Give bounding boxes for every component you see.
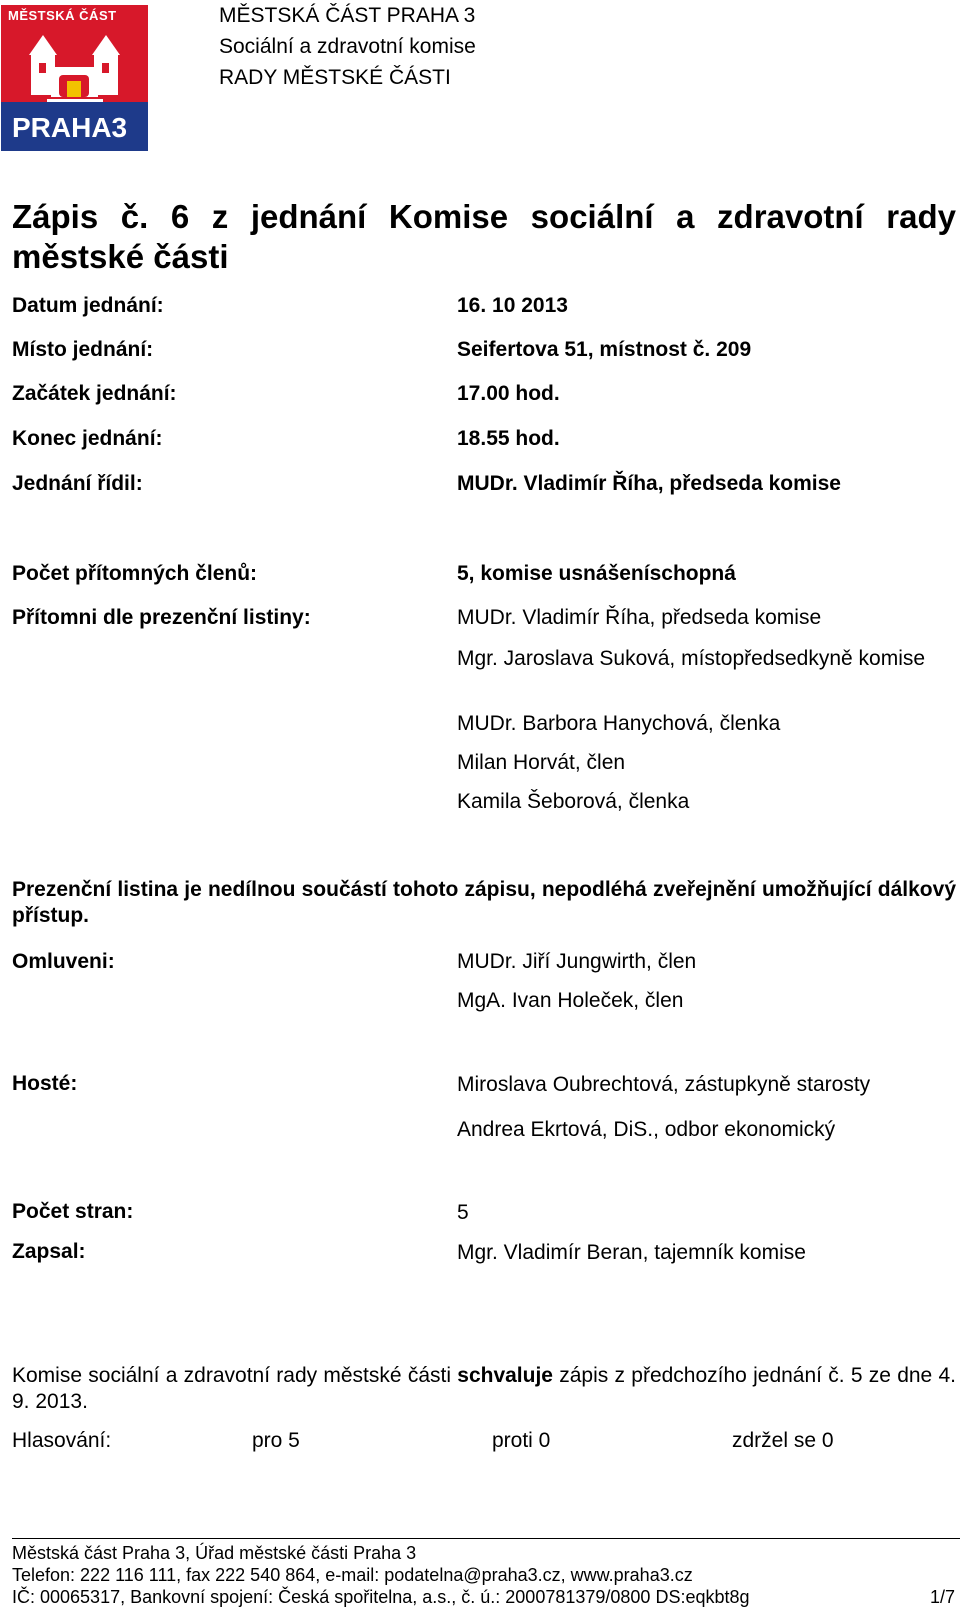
present-label: Přítomni dle prezenční listiny:	[12, 606, 311, 629]
end-value: 18.55 hod.	[457, 427, 560, 450]
excused-label: Omluveni:	[12, 950, 115, 973]
start-label: Začátek jednání:	[12, 382, 177, 405]
start-value: 17.00 hod.	[457, 382, 560, 405]
resolution-text-end: zápis z předchozího jednání č. 5 ze dne 4. 9. 2013.	[12, 1364, 957, 1413]
vote-abstain: zdržel se 0	[732, 1429, 834, 1452]
present-member: Milan Horvát, člen	[457, 751, 626, 774]
recorder-value: Mgr. Vladimír Beran, tajemník komise	[457, 1241, 806, 1264]
footer-divider	[12, 1538, 960, 1539]
footer-line-2: Telefon: 222 116 111, fax 222 540 864, e-mail: podatelna@praha3.cz, www.praha3.cz	[12, 1565, 693, 1585]
place-label: Místo jednání:	[12, 338, 154, 361]
excused-member: MgA. Ivan Holeček, člen	[457, 989, 684, 1012]
excused-member: MUDr. Jiří Jungwirth, člen	[457, 950, 697, 973]
recorder-label: Zapsal:	[12, 1240, 86, 1263]
chair-label: Jednání řídil:	[12, 472, 143, 495]
member-count-label: Počet přítomných členů:	[12, 562, 258, 585]
pages-label: Počet stran:	[12, 1200, 134, 1223]
attendance-note: Prezenční listina je nedílnou součástí tohoto zápisu, nepodléhá zveřejnění umožňující dálkový přístup.	[12, 878, 956, 927]
resolution-text	[12, 1363, 956, 1415]
present-member: MUDr. Barbora Hanychová, členka	[457, 712, 781, 735]
header-line-3: RADY MĚSTSKÉ ČÁSTI	[219, 66, 451, 89]
header-line-1: MĚSTSKÁ ČÁST PRAHA 3	[219, 4, 476, 27]
header-line-2: Sociální a zdravotní komise	[219, 35, 476, 58]
place-value: Seifertova 51, místnost č. 209	[457, 338, 752, 361]
pages-value: 5	[457, 1201, 469, 1224]
vote-for: pro 5	[252, 1429, 300, 1452]
page-number: 1/7	[930, 1587, 956, 1607]
guest: Andrea Ekrtová, DiS., odbor ekonomický	[457, 1118, 836, 1141]
date-label: Datum jednání:	[12, 294, 164, 317]
present-member: Mgr. Jaroslava Suková, místopředsedkyně komise	[457, 647, 926, 670]
resolution-text-start: Komise sociální a zdravotní rady městské části	[12, 1364, 458, 1387]
chair-name: Vladimír Říha, předseda komise	[517, 472, 841, 495]
date-value: 16. 10 2013	[457, 294, 568, 317]
page-title: Zápis č. 6 z jednání Komise sociální a zdravotní rady městské části	[12, 198, 956, 275]
footer-line-3: IČ: 00065317, Bankovní spojení: Česká spořitelna, a.s., č. ú.: 2000781379/0800 DS:eqkbt8g	[12, 1587, 750, 1607]
vote-label: Hlasování:	[12, 1429, 112, 1452]
logo-top-text: MĚSTSKÁ ČÁST	[8, 8, 117, 23]
chair-title: MUDr.	[457, 472, 518, 495]
present-member: Kamila Šeborová, členka	[457, 790, 690, 813]
chair-value	[457, 472, 841, 496]
footer-line-1: Městská část Praha 3, Úřad městské části Praha 3	[12, 1543, 417, 1563]
guests-label: Hosté:	[12, 1072, 78, 1095]
resolution-verb: schvaluje	[457, 1364, 553, 1387]
member-count-value: 5, komise usnášeníschopná	[457, 562, 736, 585]
end-label: Konec jednání:	[12, 427, 163, 450]
present-member: MUDr. Vladimír Říha, předseda komise	[457, 606, 822, 629]
logo-bottom-text: PRAHA3	[12, 112, 128, 143]
guest: Miroslava Oubrechtová, zástupkyně starosty	[457, 1073, 871, 1096]
vote-against: proti 0	[492, 1429, 551, 1452]
